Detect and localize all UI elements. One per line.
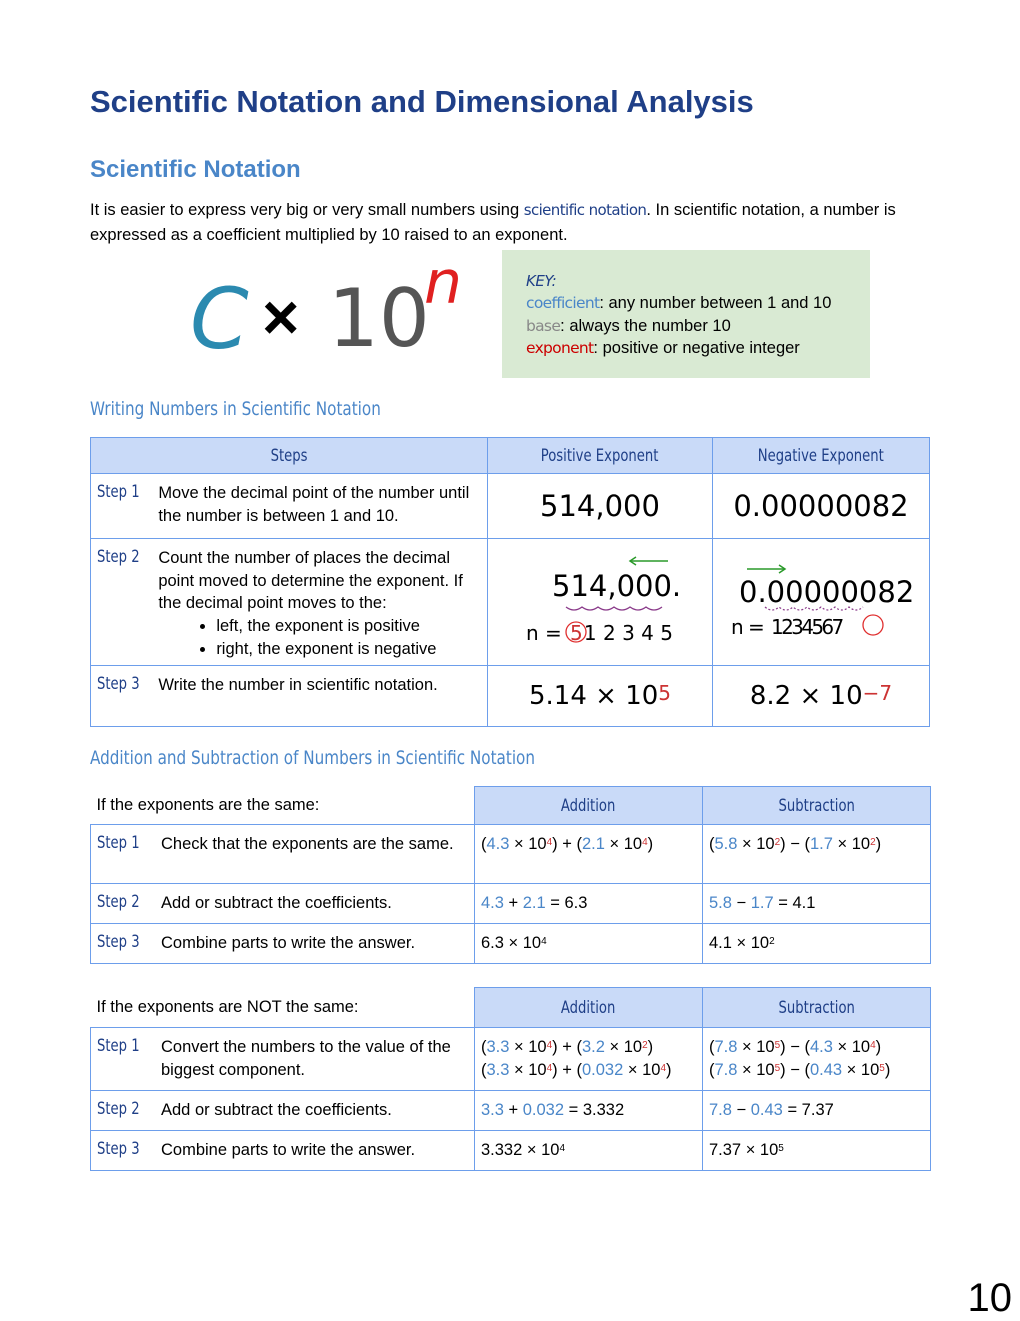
bullet-left: • left, the exponent is positive (216, 615, 481, 638)
key-line-base: base: always the number 10 (526, 317, 731, 335)
bullet-right: • right, the exponent is negative (216, 638, 481, 661)
table-row (91, 666, 930, 727)
intro-paragraph: It is easier to express very big or very small numbers using scientific notation. In scientific notation, a number is expressed as a coefficient multiplied by 10 raised to an exponent. (90, 201, 896, 244)
col-header-subtraction: Subtraction (703, 787, 931, 825)
step-text: Combine parts to write the answer. (153, 1131, 475, 1171)
step-label: Step 2 (97, 892, 140, 911)
addition-step1: $(4.3 \times 10^4) + (2.1 \times 10^4)$ (475, 825, 703, 884)
addsub-heading: Addition and Subtraction of Numbers in Scientific Notation (90, 747, 535, 769)
same-exponent-table (90, 786, 931, 964)
col-header-addition: Addition (475, 787, 703, 825)
col-header-addition: Addition (475, 988, 703, 1028)
table-row (91, 924, 931, 964)
page-title: Scientific Notation and Dimensional Analysis (90, 84, 754, 119)
key-line-coefficient: coefficient: any number between 1 and 10 (526, 294, 832, 312)
same-caption: If the exponents are the same: (96, 795, 320, 814)
step-label: Step 3 (97, 1139, 140, 1158)
col-header-positive: Positive Exponent (488, 438, 713, 474)
step-label: Step 2 (97, 547, 140, 566)
step-text: Check that the exponents are the same. (153, 825, 475, 884)
step-label: Step 1 (97, 833, 140, 852)
formula-n: n (424, 248, 463, 318)
table-row (91, 825, 931, 884)
negative-counts: 1 2 3 4 5 6 7 (771, 615, 841, 639)
key-term: coefficient (526, 294, 600, 312)
table-row (91, 1091, 931, 1131)
step-text: Move the decimal point of the number until the number is between 1 and 10. (150, 474, 487, 539)
positive-answer: $5.14 \times 10^5$ (488, 666, 713, 727)
table-row (91, 1028, 931, 1091)
subtraction-answer: $4.1 \times 10^2$ (703, 924, 931, 964)
formula-c: C (190, 270, 249, 368)
step-text: Convert the numbers to the value of the biggest component. (153, 1028, 475, 1091)
subtraction-step2: 5.8 − 1.7 = 4.1 (703, 884, 931, 924)
addition-step1: $(3.3 \times 10^4) + (3.2 \times 10^2)$ $(3.3 \times 10^4) + (0.032 \times 10^4)$ (475, 1028, 703, 1091)
different-exponent-table (90, 987, 931, 1171)
step-label: Step 2 (97, 1099, 140, 1118)
step-text: Write the number in scientific notation. (150, 666, 487, 727)
col-header-negative: Negative Exponent (713, 438, 930, 474)
col-header-steps: Steps (91, 438, 488, 474)
negative-example: 0.00000082 (713, 474, 930, 539)
writing-table (90, 437, 930, 727)
negative-count-cell (713, 539, 930, 666)
table-row (91, 1131, 931, 1171)
positive-exponent-mark: 5 (570, 621, 583, 645)
key-term: exponent (526, 339, 594, 357)
subtraction-answer: $7.37 \times 10^5$ (703, 1131, 931, 1171)
key-box (502, 250, 870, 378)
step-text: Add or subtract the coefficients. (153, 884, 475, 924)
term-scientific-notation: scientific notation (523, 201, 647, 219)
table-row (91, 884, 931, 924)
formula-illustration (190, 248, 480, 368)
key-line-exponent: exponent: positive or negative integer (526, 339, 800, 357)
step-label: Step 1 (97, 482, 140, 501)
subtraction-step1: $(7.8 \times 10^5) - (4.3 \times 10^4)$ $(7.8 \times 10^5) - (0.43 \times 10^5)$ (703, 1028, 931, 1091)
table-row (91, 474, 930, 539)
formula-ten: 10 (328, 272, 430, 365)
subtraction-step1: $(5.8 \times 10^2) - (1.7 \times 10^2)$ (703, 825, 931, 884)
step-label: Step 1 (97, 1036, 140, 1055)
formula-times: × (262, 281, 300, 353)
section-heading: Scientific Notation (90, 156, 301, 183)
key-term: base (526, 317, 561, 335)
page-number: 10 (967, 1276, 1012, 1320)
step-text: Count the number of places the decimal point moved to determine the exponent. If the decimal point moves to the: (158, 549, 463, 612)
bullet-list (158, 615, 481, 661)
key-title: KEY: (526, 272, 557, 290)
step-text: Add or subtract the coefficients. (153, 1091, 475, 1131)
negative-number: 0.00000082 (739, 575, 915, 609)
step-label: Step 3 (97, 932, 140, 951)
step-label: Step 3 (97, 674, 140, 693)
positive-n-label: n = (526, 621, 562, 645)
notsame-caption: If the exponents are NOT the same: (96, 997, 359, 1016)
negative-answer: $8.2 \times 10^{-7}$ (713, 666, 930, 727)
addition-answer: $3.332 \times 10^4$ (475, 1131, 703, 1171)
step-text: Combine parts to write the answer. (153, 924, 475, 964)
addition-step2: 3.3 + 0.032 = 3.332 (475, 1091, 703, 1131)
positive-count-cell (488, 539, 713, 666)
writing-heading: Writing Numbers in Scientific Notation (90, 398, 381, 420)
addition-step2: 4.3 + 2.1 = 6.3 (475, 884, 703, 924)
negative-n-label: n = (731, 615, 764, 639)
positive-number: 514,000. (552, 569, 682, 603)
table-row (91, 539, 930, 666)
positive-counts: 5 4 3 2 1 (583, 621, 673, 645)
addition-answer: $6.3 \times 10^4$ (475, 924, 703, 964)
positive-example: 514,000 (488, 474, 713, 539)
col-header-subtraction: Subtraction (703, 988, 931, 1028)
subtraction-step2: 7.8 − 0.43 = 7.37 (703, 1091, 931, 1131)
